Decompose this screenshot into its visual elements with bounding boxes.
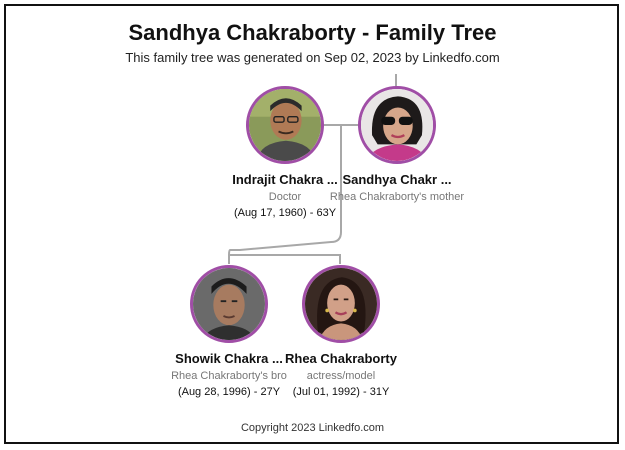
woman-with-sunglasses-photo (361, 89, 433, 161)
sibling-bar (229, 255, 340, 264)
page-title: Sandhya Chakraborty - Family Tree (128, 20, 497, 45)
person-daughter[interactable] (266, 265, 416, 398)
person-name: Rhea Chakraborty (285, 351, 397, 366)
person-mother[interactable] (322, 86, 472, 203)
person-life: (Jul 01, 1992) - 31Y (292, 386, 390, 398)
avatar[interactable] (246, 86, 324, 164)
person-role: Rhea Chakraborty's mother (329, 191, 465, 203)
page-subtitle: This family tree was generated on Sep 02, 2023 by Linkedfo.com (125, 50, 500, 65)
person-name: Sandhya Chakr ... (342, 172, 452, 187)
person-name: Showik Chakra ... (175, 351, 283, 366)
person-role: Doctor (268, 191, 302, 203)
avatar[interactable] (302, 265, 380, 343)
copyright-text: Copyright 2023 Linkedfo.com (240, 422, 385, 434)
person-role: actress/model (306, 370, 376, 382)
avatar[interactable] (190, 265, 268, 343)
young-man-photo (193, 268, 265, 340)
person-role: Rhea Chakraborty's bro (171, 370, 287, 382)
young-woman-photo (305, 268, 377, 340)
man-with-glasses-photo (249, 89, 321, 161)
person-name: Indrajit Chakra ... (232, 172, 338, 187)
person-life: (Aug 28, 1996) - 27Y (177, 386, 281, 398)
person-life: (Aug 17, 1960) - 63Y (233, 207, 337, 219)
avatar[interactable] (358, 86, 436, 164)
